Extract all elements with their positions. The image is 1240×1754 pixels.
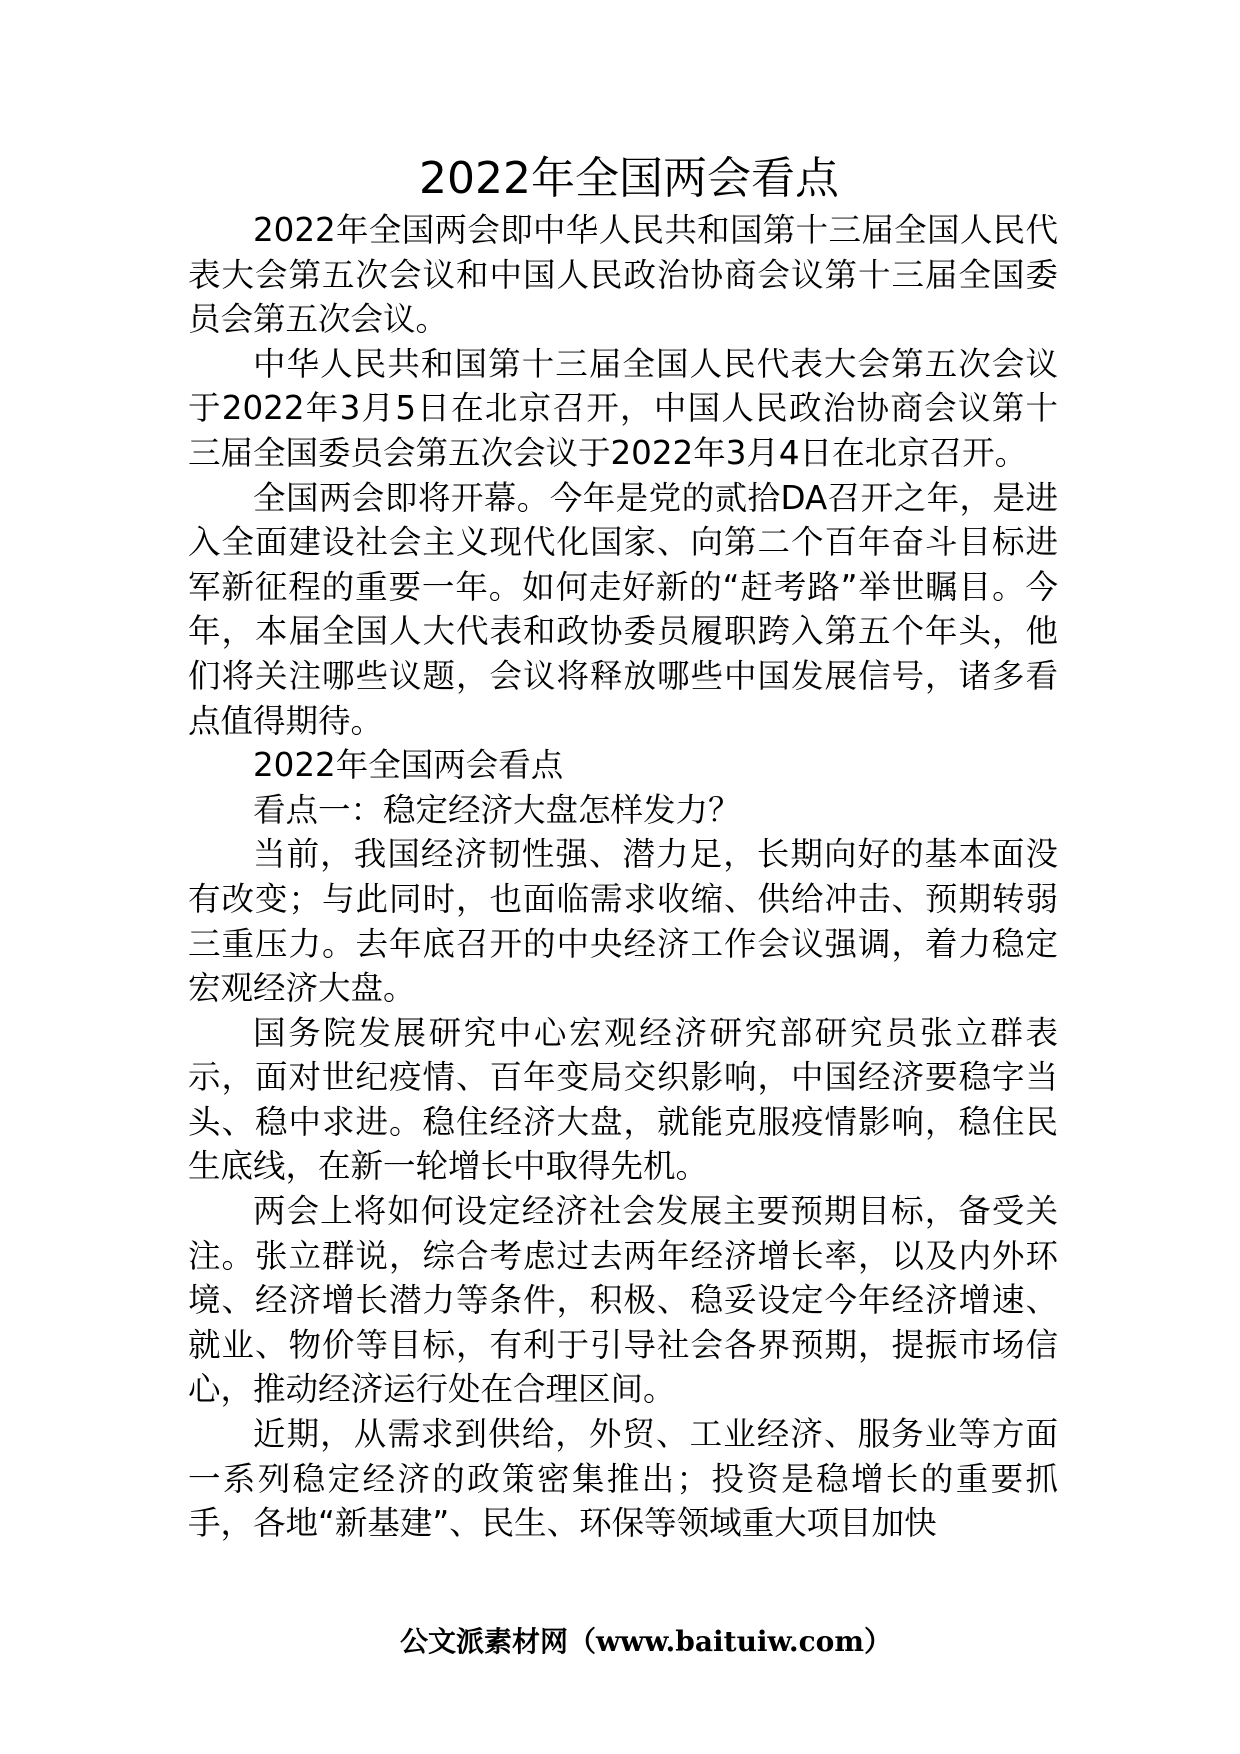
paragraph-5: 国务院发展研究中心宏观经济研究部研究员张立群表示，面对世纪疫情、百年变局交织影响，中国经济要稳字当头、稳中求进。稳住经济大盘，就能克服疫情影响，稳住民生底线，在新一轮增长中取得先机。 <box>188 1013 1058 1186</box>
paragraph-1: 2022年全国两会即中华人民共和国第十三届全国人民代表大会第五次会议和中国人民政治协商会议第十三届全国委员会第五次会议。 <box>188 211 1058 339</box>
paragraph-3: 全国两会即将开幕。今年是党的贰拾DA召开之年，是进入全面建设社会主义现代化国家、向第二个百年奋斗目标进军新征程的重要一年。如何走好新的“赶考路”举世瞩目。今年，本届全国人大代表和政协委员履职跨入第五个年头，他们将关注哪些议题，会议将释放哪些中国发展信号，诸多看点值得期待。 <box>188 478 1058 740</box>
document-body <box>188 150 1058 1546</box>
section-heading: 2022年全国两会看点 <box>253 746 564 785</box>
paragraph-7: 近期，从需求到供给，外贸、工业经济、服务业等方面一系列稳定经济的政策密集推出；投资是稳增长的重要抓手，各地“新基建”、民生、环保等领域重大项目加快 <box>188 1415 1058 1543</box>
paragraph-6: 两会上将如何设定经济社会发展主要预期目标，备受关注。张立群说，综合考虑过去两年经济增长率，以及内外环境、经济增长潜力等条件，积极、稳妥设定今年经济增速、就业、物价等目标，有利于引导社会各界预期，提振市场信心，推动经济运行处在合理区间。 <box>188 1192 1058 1409</box>
page-footer: 公文派素材网（www.baituiw.com） <box>400 1625 892 1658</box>
subheading-point-one: 看点一：稳定经济大盘怎样发力？ <box>253 790 741 829</box>
document-title: 2022年全国两会看点 <box>419 153 839 204</box>
paragraph-2: 中华人民共和国第十三届全国人民代表大会第五次会议于2022年3月5日在北京召开，中国人民政治协商会议第十三届全国委员会第五次会议于2022年3月4日在北京召开。 <box>188 344 1058 472</box>
paragraph-4: 当前，我国经济韧性强、潜力足，长期向好的基本面没有改变；与此同时，也面临需求收缩、供给冲击、预期转弱三重压力。去年底召开的中央经济工作会议强调，着力稳定宏观经济大盘。 <box>188 835 1058 1008</box>
